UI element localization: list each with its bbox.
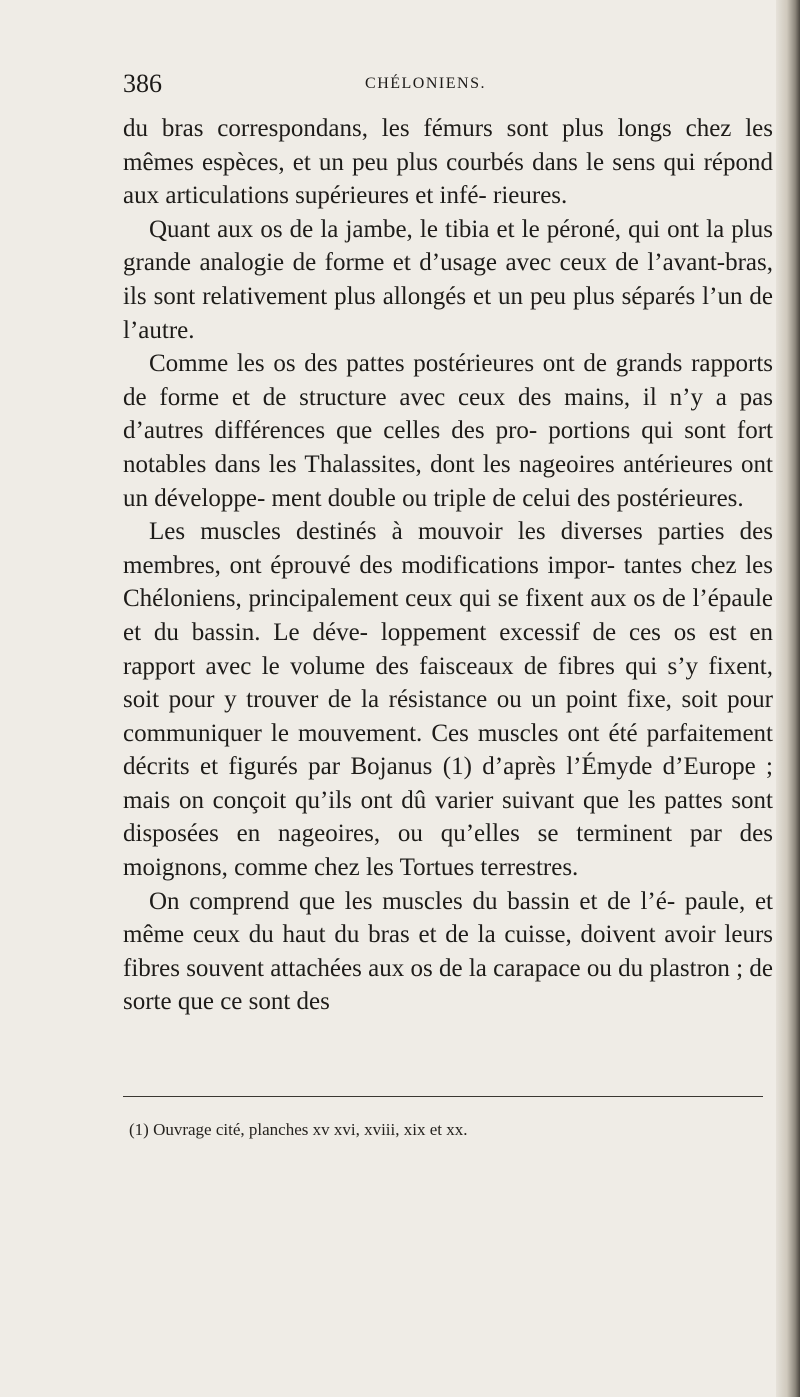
page-edge-shadow: [776, 0, 800, 1397]
body-text: [123, 112, 773, 1019]
paragraph-1: du bras correspondans, les fémurs sont plus longs chez les mêmes espèces, et un peu plus courbés dans le sens qui répond aux articulations supérieures et infé- rieures.: [123, 115, 773, 210]
page-header: [123, 66, 763, 102]
paragraph-3: Comme les os des pattes postérieures ont de grands rapports de forme et de structure avec ceux des mains, il n’y a pas d’autres différences que celles des pro- portions qui sont fort notables dans les Thalassites, dont les nageoires antérieures ont un développe- ment double ou triple de celui des postérieures.: [123, 350, 773, 512]
paragraph-2: Quant aux os de la jambe, le tibia et le péroné, qui ont la plus grande analogie de forme et d’usage avec ceux de l’avant-bras, ils sont relativement plus allongés et un peu plus séparés l’un de l’autre.: [123, 215, 773, 344]
paragraph-4: Les muscles destinés à mouvoir les diverses parties des membres, ont éprouvé des modifications impor- tantes chez les Chéloniens, principalement ceux qui se fixent aux os de l’épaule et du bassin. Le déve- loppement excessif de ces os est en rapport avec le volume des faisceaux de fibres qui s’y fixent, soit pour y trouver de la résistance ou un point fixe, soit pour communiquer le mouvement. Ces muscles ont été parfaitement décrits et figurés par Bojanus (1) d’après l’Émyde d’Europe ; mais on conçoit qu’ils ont dû varier suivant que les pattes sont disposées en nageoires, ou qu’elles se terminent par des moignons, comme chez les Tortues terrestres.: [123, 518, 773, 882]
paragraph-5: On comprend que les muscles du bassin et de l’é- paule, et même ceux du haut du bras et de la cuisse, doivent avoir leurs fibres souvent attachées aux os de la carapace ou du plastron ; de sorte que ce sont des: [123, 887, 773, 1016]
footnote: (1) Ouvrage cité, planches xv xvi, xviii, xix et xx.: [129, 1120, 468, 1139]
footnote-rule: [123, 1096, 763, 1097]
running-head: CHÉLONIENS.: [365, 75, 486, 92]
page-number: 386: [123, 69, 162, 98]
